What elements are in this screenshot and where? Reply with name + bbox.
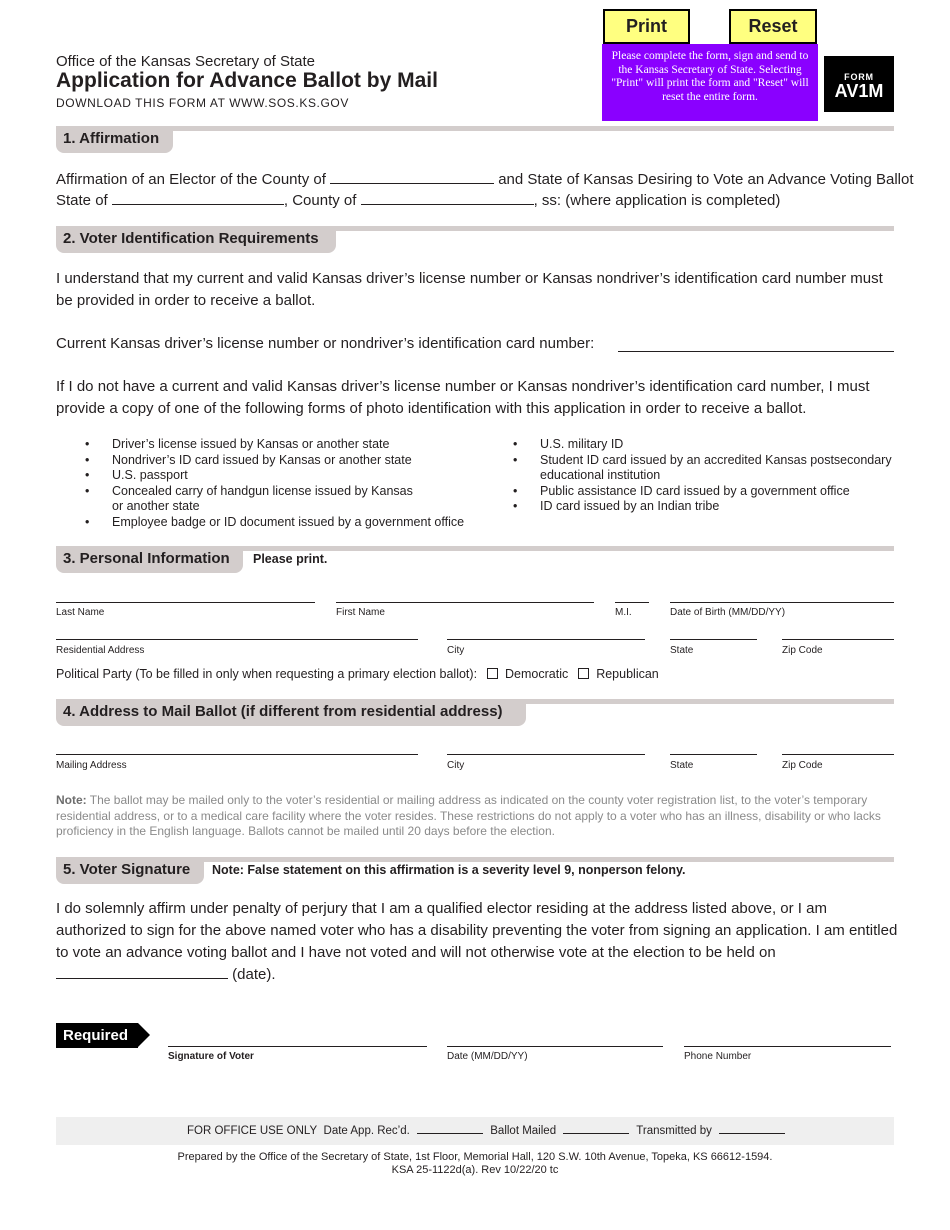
residential-city-label: City <box>447 645 465 656</box>
signature-date-field[interactable] <box>447 1046 663 1047</box>
residential-city-field[interactable] <box>447 639 645 640</box>
residential-state-field[interactable] <box>670 639 757 640</box>
county-field[interactable] <box>330 170 494 184</box>
section-3-heading: 3. Personal Information <box>56 547 243 573</box>
last-name-field[interactable] <box>56 602 315 603</box>
first-name-label: First Name <box>336 607 385 618</box>
list-item: • Concealed carry of handgun license issued by Kansas or another state <box>85 484 425 515</box>
political-party-label: Political Party (To be filled in only when requesting a primary election ballot): <box>56 667 478 681</box>
last-name-label: Last Name <box>56 607 105 618</box>
photo-id-list-right <box>513 437 898 515</box>
transmitted-label: Transmitted by <box>636 1125 712 1137</box>
residential-address-label: Residential Address <box>56 645 145 656</box>
phone-number-label: Phone Number <box>684 1051 752 1062</box>
transmitted-field[interactable] <box>719 1124 785 1134</box>
state-of-label: State of <box>56 192 108 209</box>
affirmation-paragraph: I do solemnly affirm under penalty of perjury that I am a qualified elector residing at the address listed above, or I am authorized to sign for the above named voter who has a disability preventing the voter from signing an application. I am entitled to vote an advance voting ballot and I have not voted and will not otherwise vote at the election to be held on <box>56 900 898 961</box>
office-use-bar <box>56 1117 894 1145</box>
signature-field[interactable] <box>168 1046 427 1047</box>
felony-note: Note: False statement on this affirmation is a severity level 9, nonperson felony. <box>212 863 686 877</box>
required-badge: Required <box>56 1023 138 1048</box>
affirmation-line-2 <box>56 190 780 212</box>
residential-zip-field[interactable] <box>782 639 894 640</box>
required-arrow-icon <box>138 1023 150 1047</box>
date-received-label: Date App. Rec’d. <box>323 1125 410 1137</box>
section-1-bar <box>56 126 894 131</box>
section-1-heading: 1. Affirmation <box>56 127 173 153</box>
section-4-heading: 4. Address to Mail Ballot (if different from residential address) <box>56 700 526 726</box>
residential-state-label: State <box>670 645 694 656</box>
mailing-address-field[interactable] <box>56 754 418 755</box>
state-of-field[interactable] <box>112 191 284 205</box>
affirmation-state-text: and State of Kansas Desiring to Vote an Advance Voting Ballot <box>498 171 914 188</box>
election-date-row <box>56 964 276 986</box>
form-code: AV1M <box>834 81 884 101</box>
middle-initial-label: M.I. <box>615 607 632 618</box>
form-label: FORM <box>844 72 874 82</box>
affirmation-county-label: Affirmation of an Elector of the County of <box>56 171 326 188</box>
photo-id-list-left <box>85 437 475 531</box>
mailing-state-label: State <box>670 760 694 771</box>
footer-address: Prepared by the Office of the Secretary of State, 1st Floor, Memorial Hall, 120 S.W. 10th Avenue, Topeka, KS 66612-1594. <box>177 1151 773 1163</box>
residential-address-field[interactable] <box>56 639 418 640</box>
download-note: DOWNLOAD THIS FORM AT WWW.SOS.KS.GOV <box>56 96 349 110</box>
form-code-box <box>824 56 894 112</box>
phone-number-field[interactable] <box>684 1046 891 1047</box>
election-date-field[interactable] <box>56 965 228 979</box>
note-text: The ballot may be mailed only to the voter’s residential or mailing address as indicated on the county voter registration list, to the voter’s temporary residential address, or to a medical care facility where the voter resides. These restrictions do not apply to a voter who has an illness, disability or who lacks proficiency in the English language. Ballots cannot be mailed until 20 days before the election. <box>56 793 881 839</box>
page-title: Application for Advance Ballot by Mail <box>56 69 438 92</box>
note-label: Note: <box>56 793 87 807</box>
office-use-label: FOR OFFICE USE ONLY <box>187 1125 318 1137</box>
list-item: • U.S. military ID <box>513 437 898 453</box>
photo-id-paragraph: If I do not have a current and valid Kansas driver’s license number or Kansas nondriver’s identification card number, I must provide a copy of one of the following forms of photo identification with this application in order to receive a ballot. <box>56 378 870 417</box>
mailing-city-field[interactable] <box>447 754 645 755</box>
list-item: • Driver’s license issued by Kansas or another state <box>85 437 475 453</box>
mailing-zip-field[interactable] <box>782 754 894 755</box>
list-item: • ID card issued by an Indian tribe <box>513 499 898 515</box>
reset-button[interactable]: Reset <box>729 9 817 44</box>
first-name-field[interactable] <box>336 602 594 603</box>
license-number-label: Current Kansas driver’s license number or nondriver’s identification card number: <box>56 335 595 352</box>
mailing-zip-label: Zip Code <box>782 760 823 771</box>
instructions-box: Please complete the form, sign and send to the Kansas Secretary of State. Selecting "Print" will print the form and "Reset" will reset the entire form. <box>602 44 818 121</box>
democratic-label: Democratic <box>505 667 569 681</box>
residential-zip-label: Zip Code <box>782 645 823 656</box>
republican-checkbox[interactable] <box>578 668 589 679</box>
middle-initial-field[interactable] <box>615 602 649 603</box>
print-button[interactable]: Print <box>603 9 690 44</box>
ballot-mailed-label: Ballot Mailed <box>490 1125 557 1137</box>
list-item: • Employee badge or ID document issued by a government office <box>85 515 475 531</box>
mailing-address-label: Mailing Address <box>56 760 127 771</box>
date-suffix: (date). <box>232 966 276 983</box>
mailing-state-field[interactable] <box>670 754 757 755</box>
date-received-field[interactable] <box>417 1124 483 1134</box>
id-requirement-paragraph: I understand that my current and valid Kansas driver’s license number or Kansas nondriver’s identification card number must be provided in order to receive a ballot. <box>56 270 883 309</box>
county-of-field[interactable] <box>361 191 534 205</box>
list-item: • Nondriver’s ID card issued by Kansas or another state <box>85 453 475 469</box>
republican-label: Republican <box>596 667 659 681</box>
mailing-city-label: City <box>447 760 465 771</box>
list-item: • U.S. passport <box>85 468 475 484</box>
footer-revision: KSA 25-1122d(a). Rev 10/22/20 tc <box>391 1164 559 1176</box>
section-5-heading: 5. Voter Signature <box>56 858 204 884</box>
date-of-birth-field[interactable] <box>670 602 894 603</box>
political-party-row <box>56 667 659 681</box>
mailing-restrictions-note <box>56 793 894 840</box>
county-of-label: , County of <box>283 192 357 209</box>
democratic-checkbox[interactable] <box>487 668 498 679</box>
ss-text: , ss: (where application is completed) <box>533 192 781 209</box>
signature-date-label: Date (MM/DD/YY) <box>447 1051 528 1062</box>
office-name: Office of the Kansas Secretary of State <box>56 53 316 70</box>
list-item: • Public assistance ID card issued by a government office <box>513 484 898 500</box>
license-number-field[interactable] <box>618 351 894 352</box>
list-item: • Student ID card issued by an accredited Kansas postsecondary educational institution <box>513 453 893 484</box>
affirmation-line-1 <box>56 169 914 191</box>
date-of-birth-label: Date of Birth (MM/DD/YY) <box>670 607 786 618</box>
please-print-note: Please print. <box>253 552 328 566</box>
section-2-heading: 2. Voter Identification Requirements <box>56 227 336 253</box>
signature-label: Signature of Voter <box>168 1051 254 1062</box>
ballot-mailed-field[interactable] <box>563 1124 629 1134</box>
